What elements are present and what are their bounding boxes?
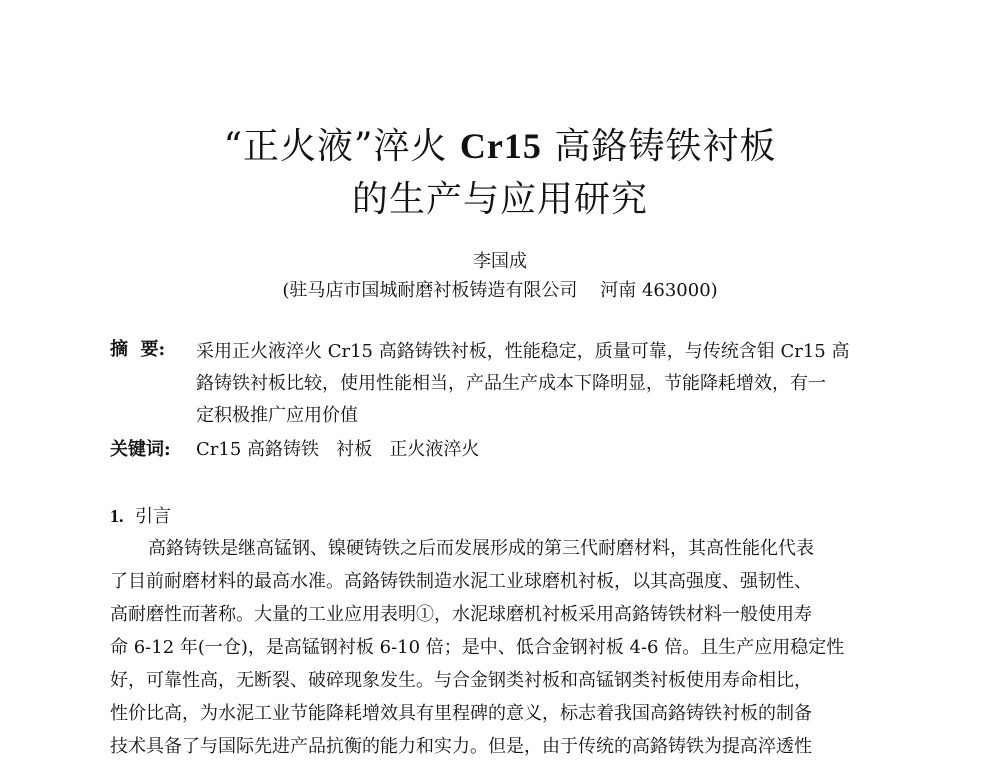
title-part-quote: “正火液”淬火 bbox=[223, 126, 460, 167]
section-number: 1. bbox=[110, 506, 124, 526]
paper-title-line-2: 的生产与应用研究 bbox=[351, 179, 648, 220]
abstract-line: 采用正火液淬火 Cr15 高鉻铸铁衬板，性能稳定，质量可靠，与传统含钼 Cr15 高 bbox=[196, 341, 850, 362]
title-part-grade: Cr15 bbox=[459, 126, 542, 166]
title-part-material: 高鉻铸铁衬板 bbox=[541, 126, 777, 167]
abstract-label: 摘 要: bbox=[110, 339, 166, 360]
section-title: 引言 bbox=[134, 506, 171, 527]
keywords-text: Cr15 高鉻铸铁 衬板 正火液淬火 bbox=[196, 439, 480, 460]
keywords-label: 关键词: bbox=[110, 439, 171, 460]
author-affiliation: (驻马店市国城耐磨衬板铸造有限公司 河南 463000) bbox=[282, 280, 718, 301]
body-line: 性价比高，为水泥工业节能降耗增效具有里程碑的意义，标志着我国高鉻铸铁衬板的制备 bbox=[110, 703, 812, 724]
author-name: 李国成 bbox=[473, 251, 527, 272]
abstract-line: 鉻铸铁衬板比较，使用性能相当，产品生产成本下降明显，节能降耗增效，有一 bbox=[196, 373, 826, 394]
body-line: 了目前耐磨材料的最高水准。高鉻铸铁制造水泥工业球磨机衬板，以其高强度、强韧性、 bbox=[110, 571, 812, 592]
body-line: 高鉻铸铁是继高锰钢、镍硬铸铁之后而发展形成的第三代耐磨材料，其高性能化代表 bbox=[148, 538, 814, 559]
body-line: 技术具备了与国际先进产品抗衡的能力和实力。但是，由于传统的高鉻铸铁为提高淬透性 bbox=[110, 736, 812, 757]
abstract-text bbox=[196, 336, 896, 432]
paper-title-line-1 bbox=[0, 124, 1000, 169]
section-heading-introduction bbox=[110, 504, 171, 529]
abstract-line: 定积极推广应用价值 bbox=[196, 405, 358, 426]
introduction-paragraph bbox=[110, 532, 900, 763]
body-line: 命 6-12 年(一仓)，是高锰钢衬板 6-10 倍；是中、低合金钢衬板 4-6 倍。且生产应用稳定性 bbox=[110, 637, 845, 658]
body-line: 好，可靠性高，无断裂、破碎现象发生。与合金钢类衬板和高锰钢类衬板使用寿命相比， bbox=[110, 670, 812, 691]
body-line: 高耐磨性而著称。大量的工业应用表明①，水泥球磨机衬板采用高鉻铸铁材料一般使用寿 bbox=[110, 604, 812, 625]
